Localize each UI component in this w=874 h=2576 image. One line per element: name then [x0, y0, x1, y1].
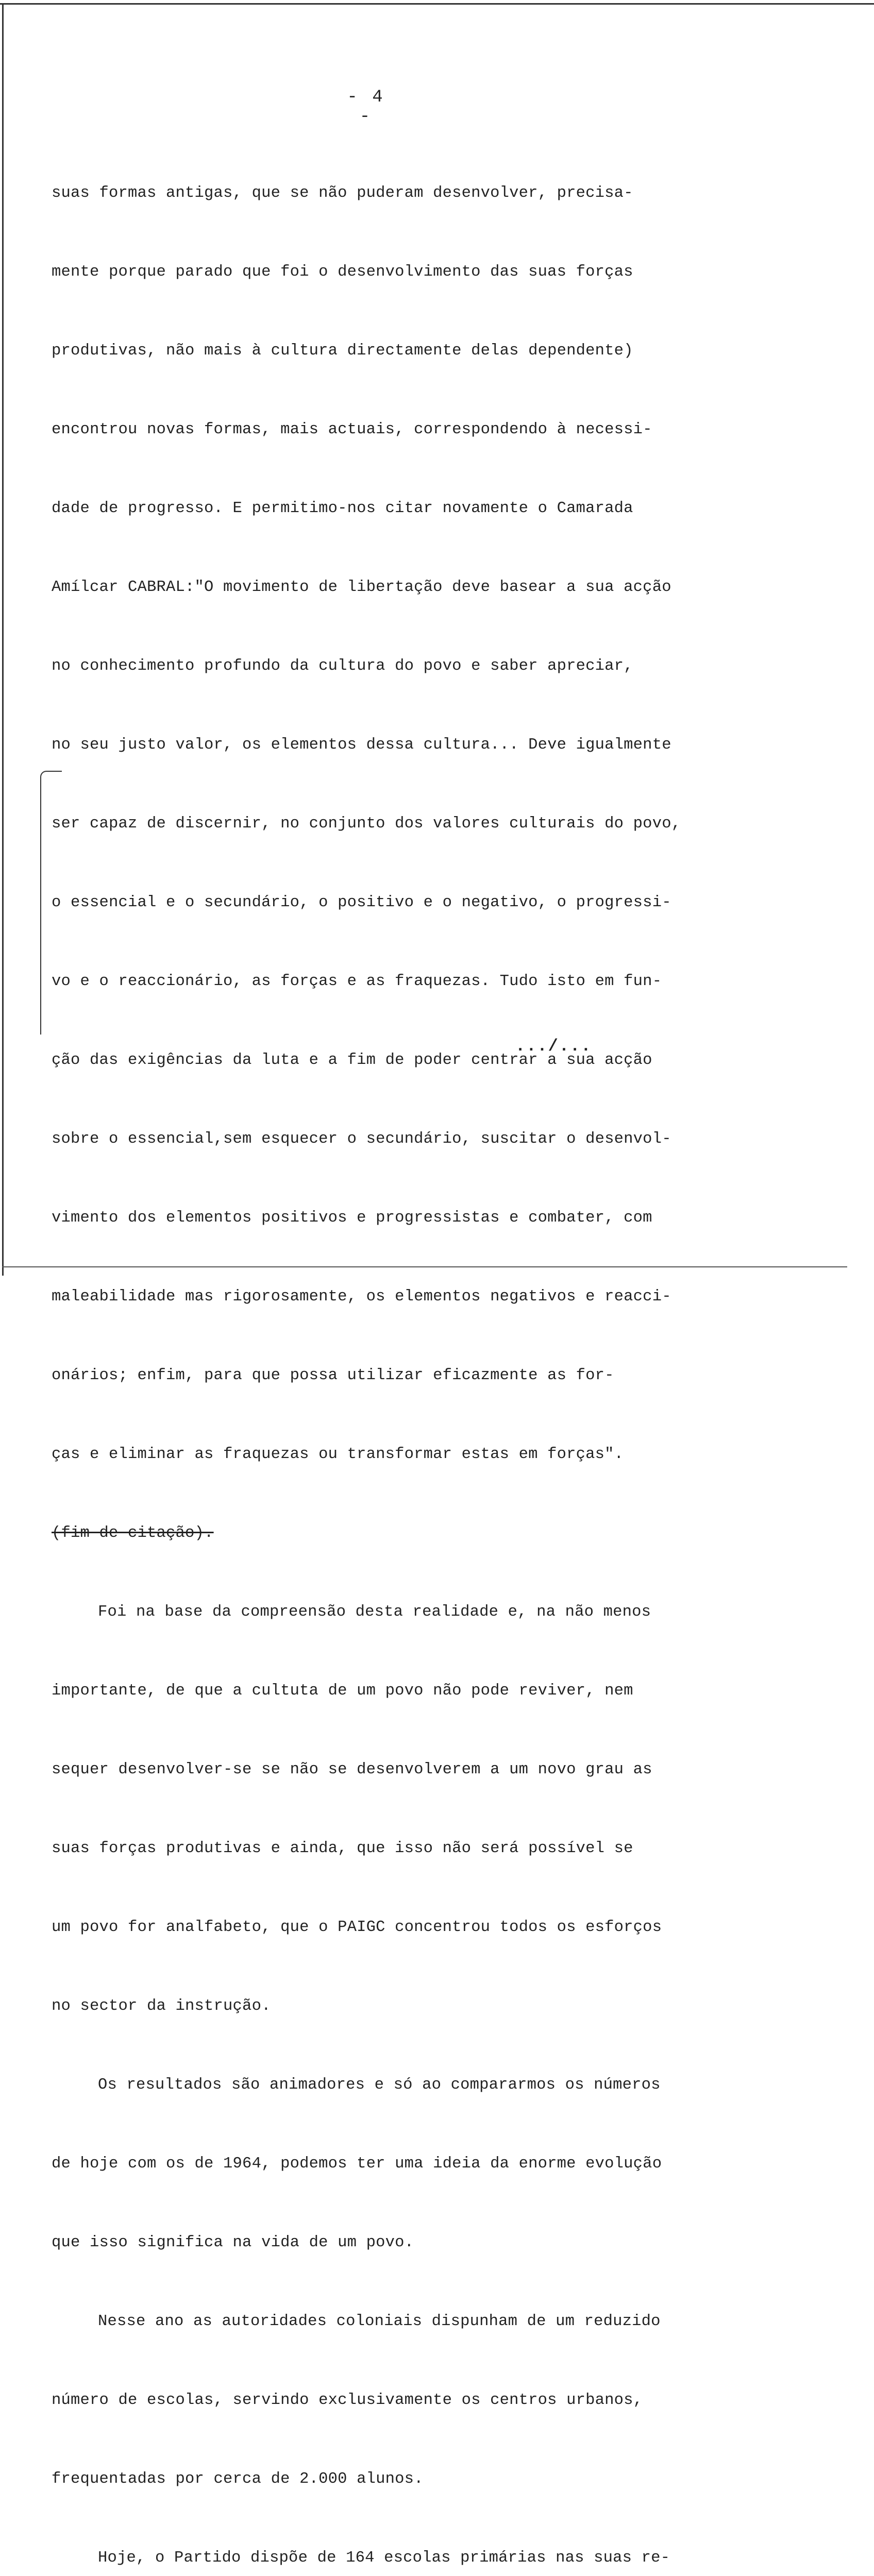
- text-line: no sector da instrução.: [52, 1997, 271, 2015]
- body-text: [52, 128, 742, 2576]
- text-line: o essencial e o secundário, o positivo e o negativo, o progressi-: [52, 894, 671, 911]
- text-line: produtivas, não mais à cultura directamente delas dependente): [52, 342, 633, 360]
- paragraph-start: Hoje, o Partido dispõe de 164 escolas primárias nas suas re-: [98, 2549, 670, 2567]
- text-line: no conhecimento profundo da cultura do povo e saber apreciar,: [52, 657, 633, 675]
- text-line: no seu justo valor, os elementos dessa cultura... Deve igualmente: [52, 736, 671, 754]
- text-line: dade de progresso. E permitimo-nos citar novamente o Camarada: [52, 500, 633, 517]
- text-line: vimento dos elementos positivos e progressistas e combater, com: [52, 1209, 652, 1227]
- text-line: mente porque parado que foi o desenvolvimento das suas forças: [52, 263, 633, 281]
- paragraph-start: Nesse ano as autoridades coloniais dispunham de um reduzido: [98, 2313, 661, 2330]
- text-line: encontrou novas formas, mais actuais, correspondendo à necessi-: [52, 421, 652, 438]
- text-line: suas forças produtivas e ainda, que isso não será possível se: [52, 1840, 633, 1857]
- text-line: maleabilidade mas rigorosamente, os elementos negativos e reacci-: [52, 1288, 671, 1306]
- text-line: ção das exigências da luta e a fim de poder centrar a sua acção: [52, 1052, 652, 1069]
- text-line: de hoje com os de 1964, podemos ter uma ideia da enorme evolução: [52, 2155, 662, 2173]
- text-line: onários; enfim, para que possa utilizar eficazmente as for-: [52, 1367, 614, 1384]
- paragraph-start: Os resultados são animadores e só ao compararmos os números: [98, 2076, 661, 2094]
- text-line: importante, de que a cultuta de um povo não pode reviver, nem: [52, 1682, 633, 1700]
- text-line: frequentadas por cerca de 2.000 alunos.: [52, 2470, 424, 2488]
- text-line: sobre o essencial,sem esquecer o secundário, suscitar o desenvol-: [52, 1130, 671, 1148]
- text-line: um povo for analfabeto, que o PAIGC concentrou todos os esforços: [52, 1919, 662, 1936]
- text-line: sequer desenvolver-se se não se desenvolverem a um novo grau as: [52, 1761, 652, 1778]
- page-number: - 4 -: [347, 88, 385, 127]
- text-line: suas formas antigas, que se não puderam desenvolver, precisa-: [52, 184, 633, 202]
- paragraph-start: Foi na base da compreensão desta realidade e, na não menos: [98, 1603, 651, 1621]
- struck-citation-end: (fim de citação).: [52, 1524, 214, 1542]
- text-line: Amílcar CABRAL:"O movimento de libertação deve basear a sua acção: [52, 579, 671, 596]
- text-line: ças e eliminar as fraquezas ou transformar estas em forças".: [52, 1446, 624, 1463]
- text-line: vo e o reaccionário, as forças e as fraquezas. Tudo isto em fun-: [52, 973, 662, 990]
- margin-bracket-line: [40, 777, 43, 1035]
- continuation-marker: .../...: [515, 1037, 592, 1056]
- page-border-left: [2, 3, 4, 1276]
- page-border-top: [0, 3, 874, 5]
- text-line: ser capaz de discernir, no conjunto dos valores culturais do povo,: [52, 815, 681, 833]
- text-line: que isso significa na vida de um povo.: [52, 2234, 414, 2251]
- text-line: número de escolas, servindo exclusivamente os centros urbanos,: [52, 2392, 643, 2409]
